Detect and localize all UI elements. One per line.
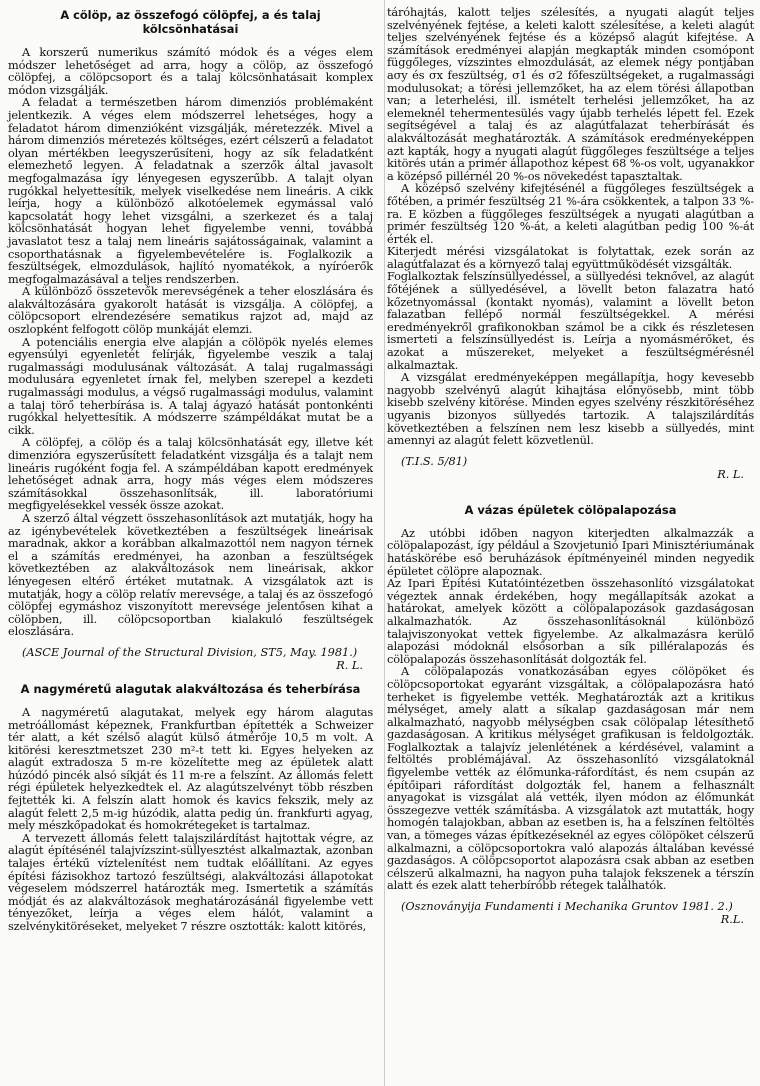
article1-paragraph: A különböző összetevők merevségének a teher eloszlására és alakváltozására gyakorolt hatását is vizsgálja. A cölöpfej, a cölöpcsoport elrendezésére sematikus rajzot ad, majd az oszlopként felfogott cölöp munkáját elemzi.: [8, 284, 373, 337]
article1-signature: R. L.: [336, 658, 363, 672]
article3-title-text: A vázas épületek cölöpalapozása: [464, 502, 677, 517]
article2-signature: R. L.: [717, 467, 744, 481]
article2-paragraph: A nagyméretű alagutakat, melyek egy három alagutas metróállomást képeznek, Frankfurtban építették a Schweizer tér alatt, a két szélső alagút külső átmérője 10,5 m volt. A kitörési keresztmetszet 230 m²-t tett ki. Egyes helyeken az alagút extradosza 5 m-re közelítette meg az épületek alatt húzódó pincék alsó síkját és 11 m-re a felszínt. Az állomás felett régi épületek helyezkedtek el. Az alagútszelvényt több részben fejtették ki. A felszín alatt homok és kavics fekszik, mely az alagút felett 2,5 m-ig húzódik, alatta pedig ún. frankfurti agyag, mely mészkőpadokat és homokrétegeket is tartalmaz.: [8, 704, 373, 833]
article2-continued-paragraph: Kiterjedt mérési vizsgálatokat is folytattak, ezek során az alagútfalazat és a környező talaj együttműködését vizsgálták.: [387, 244, 754, 271]
article2-source: (T.I.S. 5/81): [401, 454, 468, 468]
column-divider: [384, 0, 385, 1086]
article1-title-line1: A cölöp, az összefogó cölöpfej, a és talaj: [60, 8, 321, 22]
article2-continued-paragraph: Foglalkoztak felszínsüllyedéssel, a süllyedési teknővel, az alagút főtéjének a süllyedésével, a lövellt beton falazatra ható kőzetnyomással (kontakt nyomás), valamint a lövellt beton falazatban fellépő normál feszültségekkel. A mérési eredményekről grafikonokban számol be a cikk és részletesen ismerteti a felszínsüllyedést is. Leírja a nyomásmérőket, és azokat a műszereket, melyeket a feszültségmérésnél alkalmaztak.: [387, 269, 754, 372]
article3-source: (Osznoványija Fundamenti i Mechanika Gruntov 1981. 2.): [401, 900, 733, 913]
article2-continued-paragraph: A középső szelvény kifejtésénél a függőleges feszültségek a főtében, a primér feszültség 21 %-ára csökkentek, a talpon 33 %-ra. E közben a függőleges feszültségek a nyugati alagútban a primér feszültség 120 %-át, a keleti alagútban pedig 100 %-át érték el.: [387, 181, 754, 246]
article1-paragraph: A potenciális energia elve alapján a cölöpök nyelés elemes egyensúlyi egyenletét felírják, figyelembe veszik a talaj rugalmassági modulusának változását. A talaj rugalmassági modulusára egyenletet írnak fel, melyben szerepel a kezdeti rugalmassági modulus, a végső rugalmassági modulus, valamint a talaj törő teherbírása is. A talaj ágyazó hatását pontonkénti rugókkal helyettesítik. A módszerre számpéldákat mutat be a cikk.: [8, 334, 373, 437]
article3-title: [387, 503, 754, 517]
article1-paragraph: A szerző által végzett összehasonlítások azt mutatják, hogy ha az igénybevételek következtében a feszültségek lineárisak maradnak, akkor a korábban alkalmazottól nem nagyon térnek el a számítás eredményei, ha azonban a feszültségek következtében az alakváltozások nem lineárisak, akkor lényegesen eltérő értéket mutatnak. A vizsgálatok azt is mutatják, hogy a cölöp relatív merevsége, a talaj és az összefogó cölöpfej egymáshoz viszonyított merevsége jelentősen kihat a cölöpben, ill. cölöpcsoportban kialakuló feszültségek eloszlására.: [8, 510, 373, 639]
article1-title: [8, 8, 373, 36]
article1-paragraph: A korszerű numerikus számító módok és a véges elem módszer lehetőséget ad arra, hogy a cölöp, az összefogó cölöpfej, a cölöpcsoport és a talaj kölcsönhatásait komplex módon vizsgálják.: [8, 45, 373, 97]
article1-source: (ASCE Journal of the Structural Division, ST5, May. 1981.): [22, 645, 358, 659]
article2-continued-paragraph: táróhajtás, kalott teljes szélesítés, a nyugati alagút teljes szelvényének fejtése, a keleti kalott szélesítése, a keleti alagút teljes szelvényének fejtése és a középső alagút kifejtése. A számítások eredményei alapján megkapták minden csomópont függőleges, vízszintes elmozdulását, az elemek négy pontjában aσy és σx feszültség, σ1 és σ2 főfeszültségeket, a rugalmassági modulusokat; a törési jellemzőket, ha az elem törési állapotban van; a leterhelési, ill. ismételt terhelési jellemzőket, ha az elemeknél tehermentesülés vagy újabb terhelés lépett fel. Ezek segítségével a talaj és az alagútfalazat teherbírását és alakváltozását meghatározták. A számítások eredményeképpen azt kapták, hogy a nyugati alagút függőleges feszültsége a teljes kitörés után a primér állapothoz képest 68 %-os volt, ugyanakkor a középső pillérnél 20 %-os növekedést tapasztaltak.: [387, 5, 754, 183]
article1-title-line2: kölcsönhatásai: [142, 22, 239, 36]
article2-continued-paragraph: A vizsgálat eredményeképpen megállapítja, hogy kevesebb nagyobb szelvényű alagút kihajtása előnyösebb, mint több kisebb szelvény kitörése. Minden egyes szelvény részkitöréséhez ugyanis bizonyos süllyedés tartozik. A talajszilárdítás következtében a felszínen nem lesz kisebb a süllyedés, mint amennyi az alagút felett közvetlenül.: [387, 370, 754, 448]
article3-paragraph: Az Ipari Építési Kutatóintézetben összehasonlító vizsgálatokat végeztek annak érdekében, hogy megállapítsák azokat a határokat, amelyek között a cölöpalapozások gazdaságosan alkalmazhatók. Az összehasonlításoknál különböző talajviszonyokat vettek figyelembe. Az alkalmazásra kerülő alapozási módoknál elsősorban a sík pilléralapozás és cölöpalapozás összehasonlítását dolgozták fel.: [387, 576, 754, 666]
article2-title-text: A nagyméretű alagutak alakváltozása és teherbírása: [20, 681, 361, 696]
article2-title: [8, 682, 373, 696]
article3-signature: R.L.: [720, 913, 744, 926]
left-column: [8, 6, 381, 1086]
article3-paragraph: Az utóbbi időben nagyon kiterjedten alkalmazzák a cölöpalapozást, így például a Szovjetunió Ipari Minisztériumának hatáskörébe eső beruházások építményeinél minden negyedik épületet cölöpre alapoznak.: [387, 525, 754, 578]
right-column: [381, 6, 754, 1086]
article2-paragraph: A tervezett állomás felett talajszilárdítást hajtottak végre, az alagút építésénél talajvízszint-süllyesztést alkalmaztak, azonban talajes értékű víztelenítést nem tudtak előállítani. Az egyes építési fázisokhoz tartozó feszültségi, alakváltozási állapotokat végeselem módszerrel határozták meg. Ismertetik a számítás módját és az alakváltozások meghatározásánál figyelembe vett tényezőket, leírja a véges elem hálót, valamint a szelvénykitöréseket, melyeket 7 részre osztották: kalott kitörés,: [8, 830, 373, 933]
article1-paragraph: A feladat a természetben három dimenziós problémaként jelentkezik. A véges elem módszerrel lehetséges, hogy a feladatot három dimenzióként vizsgálják, méretezzék. Mivel a három dimenziós méretezés költséges, ezért célszerű a feladatot olyan mértékben leegyszerűsíteni, hogy az sík feladatként elemezhető legyen. A feladatnak a szerzők által javasolt megfogalmazása így lényegesen egyszerűbb. A talajt olyan rugókkal helyettesítik, melyek viselkedése nem lineáris. A cikk leírja, hogy a különböző alkotóelemek egymással való kapcsolatát hogy lehet vizsgálni, a szerkezet és a talaj kölcsönhatását hogyan lehet figyelembe venni, továbbá javaslatot tesz a talaj nem lineáris sajátosságainak, valamint a csoporthatásnak a figyelembevételére is. Foglalkozik a feszültségek, elmozdulások, hajlító nyomatékok, a nyíróerők megfogalmazásával a teljes rendszerben.: [8, 95, 373, 286]
article1-paragraph: A cölöpfej, a cölöp és a talaj kölcsönhatását egy, illetve két dimenzióra egyszerűsített feladatként vizsgálja és a talajt nem lineáris rugóként fogja fel. A számpéldában kapott eredmények lehetőséget adnak arra, hogy más véges elem módszeres számításokkal összehasonlítsák, ill. laboratóriumi megfigyelésekkel vessék össze azokat.: [8, 435, 373, 513]
article3-paragraph: A cölöpalapozás vonatkozásában egyes cölöpöket és cölöpcsoportokat egyaránt vizsgáltak, a cölöpalapozásra ható terheket is figyelembe vették. Meghatározták azt a kritikus mélységet, amely alatt a síkalap gazdaságosan már nem alkalmazható, nagyobb mélységben csak cölöpalap létesíthető gazdaságosan. A kritikus mélységet grafikusan is feldolgozták. Foglalkoztak a talajvíz jelenlétének a kérdésével, valamint a feltöltés problémájával. Az összehasonlító vizsgálatoknál figyelembe vették az élőmunka-ráfordítást, és nem csupán az építőipari ráfordítást dolgozták fel, hanem a felhasznált anyagokat is vizsgálat alá vették, ilyen módon az élőmunkát összegezve vették számításba. A vizsgálatok azt mutatták, hogy homogén talajokban, abban az esetben is, ha a felszínen feltöltés van, a tömeges vázas építkezéseknél az egyes cölöpöket célszerű alkalmazni, a cölöpcsoportokra való alapozás általában kevéssé gazdaságos. A cölöpcsoportot alapozásra csak abban az esetben célszerű alkalmazni, ha nagyon puha talajok fekszenek a térszín alatt és ezek alatt teherbíróbb rétegek találhatók.: [387, 664, 754, 893]
